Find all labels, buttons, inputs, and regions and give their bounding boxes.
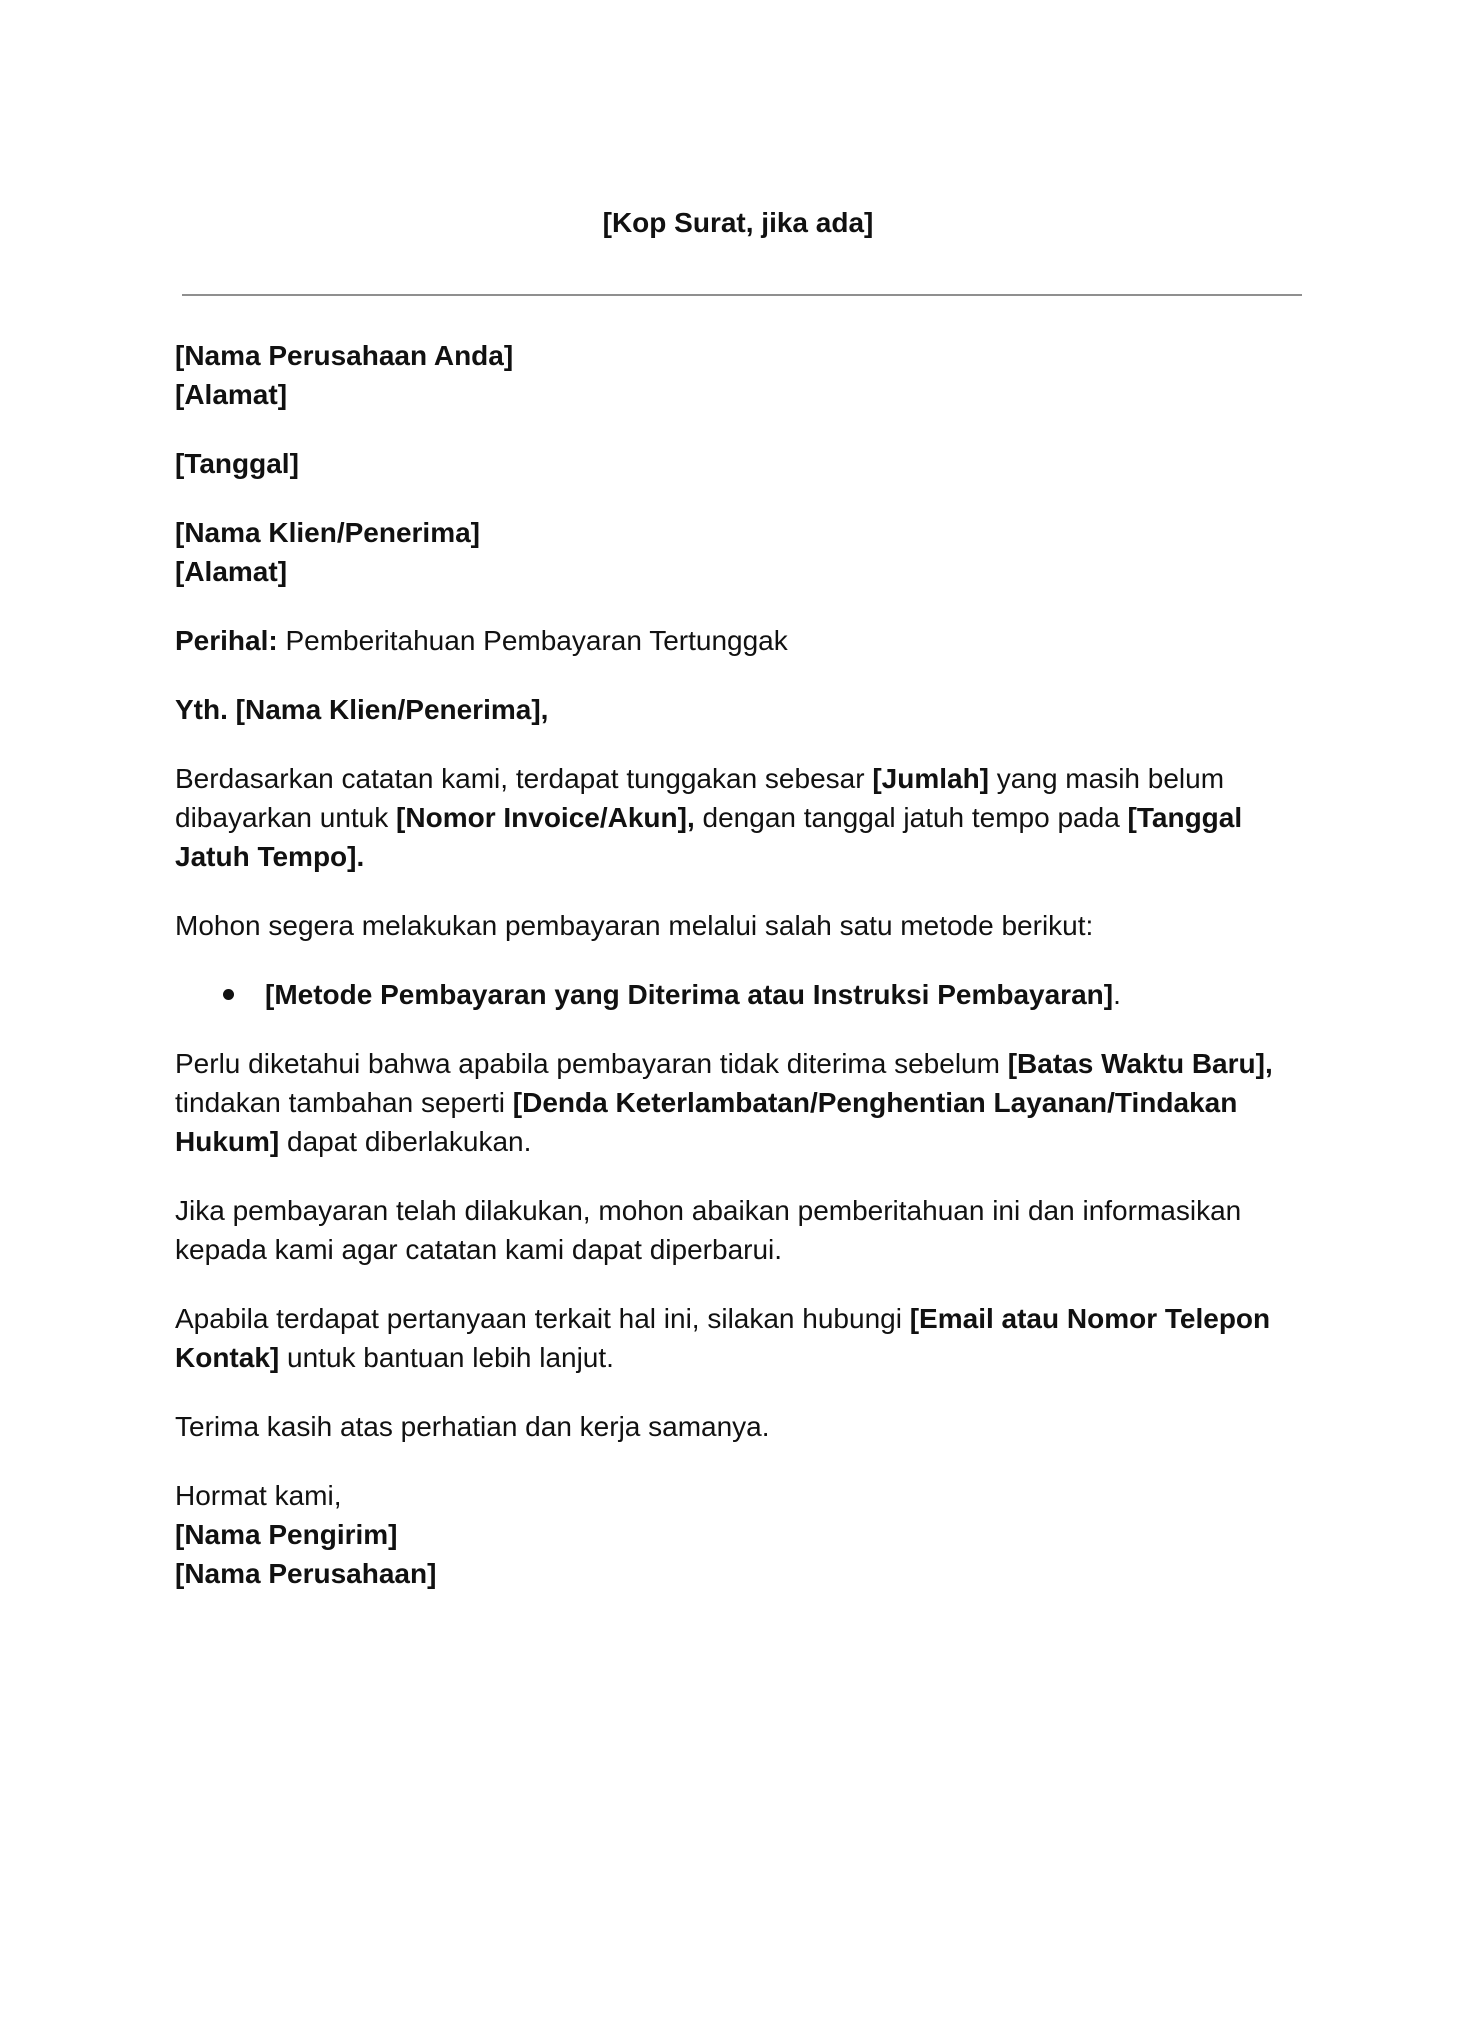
- subject-label: Perihal:: [175, 625, 278, 656]
- sender-company-signature: [Nama Perusahaan]: [175, 1558, 437, 1589]
- recipient-block: [175, 513, 1315, 591]
- paragraph-already-paid: Jika pembayaran telah dilakukan, mohon abaikan pemberitahuan ini dan informasikan kepada kami agar catatan kami dapat diperbarui.: [175, 1195, 1242, 1265]
- paragraph-outstanding-amount: [175, 759, 1315, 876]
- paragraph-thanks: Terima kasih atas perhatian dan kerja samanya.: [175, 1411, 770, 1442]
- subject-line: [175, 621, 1315, 660]
- sender-address: [Alamat]: [175, 379, 288, 410]
- salutation-text: Yth. [Nama Klien/Penerima],: [175, 694, 549, 725]
- paragraph-payment-request: Mohon segera melakukan pembayaran melalui salah satu metode berikut:: [175, 910, 1094, 941]
- sender-block: [175, 336, 1315, 414]
- payment-methods-list: [175, 975, 1315, 1014]
- paragraph-text: untuk bantuan lebih lanjut.: [279, 1342, 614, 1373]
- letter-date: [Tanggal]: [175, 448, 299, 479]
- paragraph-text: Apabila terdapat pertanyaan terkait hal ini, silakan hubungi: [175, 1303, 910, 1334]
- payment-method-placeholder: [Metode Pembayaran yang Diterima atau Instruksi Pembayaran]: [265, 979, 1114, 1010]
- sender-company: [Nama Perusahaan Anda]: [175, 340, 514, 371]
- paragraph-text: tindakan tambahan seperti: [175, 1087, 513, 1118]
- list-item-tail: .: [1113, 979, 1121, 1010]
- recipient-address: [Alamat]: [175, 556, 288, 587]
- penalty-placeholder: [Denda Keterlambatan/Penghentian Layanan/Tindakan Hukum]: [175, 1087, 1238, 1157]
- subject-text: Pemberitahuan Pembayaran Tertunggak: [285, 625, 788, 656]
- date-block: [175, 444, 1315, 483]
- letter-body: [175, 336, 1315, 1623]
- deadline-placeholder: [Batas Waktu Baru],: [1007, 1048, 1273, 1079]
- closing-block: [175, 1476, 1315, 1593]
- paragraph-contact: [175, 1299, 1315, 1377]
- amount-placeholder: [Jumlah]: [872, 763, 990, 794]
- paragraph-text: yang masih belum dibayarkan untuk: [175, 763, 1225, 833]
- invoice-number-placeholder: [Nomor Invoice/Akun],: [396, 802, 695, 833]
- due-date-placeholder: [Tanggal Jatuh Tempo].: [175, 802, 1243, 872]
- bullet-icon: [223, 989, 234, 1000]
- paragraph-text: dengan tanggal jatuh tempo pada: [694, 802, 1128, 833]
- list-item: [175, 975, 1315, 1014]
- recipient-name: [Nama Klien/Penerima]: [175, 517, 480, 548]
- paragraph-consequences: [175, 1044, 1315, 1161]
- contact-placeholder: [Email atau Nomor Telepon Kontak]: [175, 1303, 1271, 1373]
- paragraph-text: Perlu diketahui bahwa apabila pembayaran tidak diterima sebelum: [175, 1048, 1008, 1079]
- letterhead-divider: [182, 294, 1302, 296]
- letterhead-placeholder: [Kop Surat, jika ada]: [602, 207, 874, 238]
- closing-greeting: Hormat kami,: [175, 1480, 342, 1511]
- salutation: [175, 690, 1315, 729]
- sender-name: [Nama Pengirim]: [175, 1519, 398, 1550]
- paragraph-text: dapat diberlakukan.: [279, 1126, 532, 1157]
- paragraph-text: Berdasarkan catatan kami, terdapat tunggakan sebesar: [175, 763, 873, 794]
